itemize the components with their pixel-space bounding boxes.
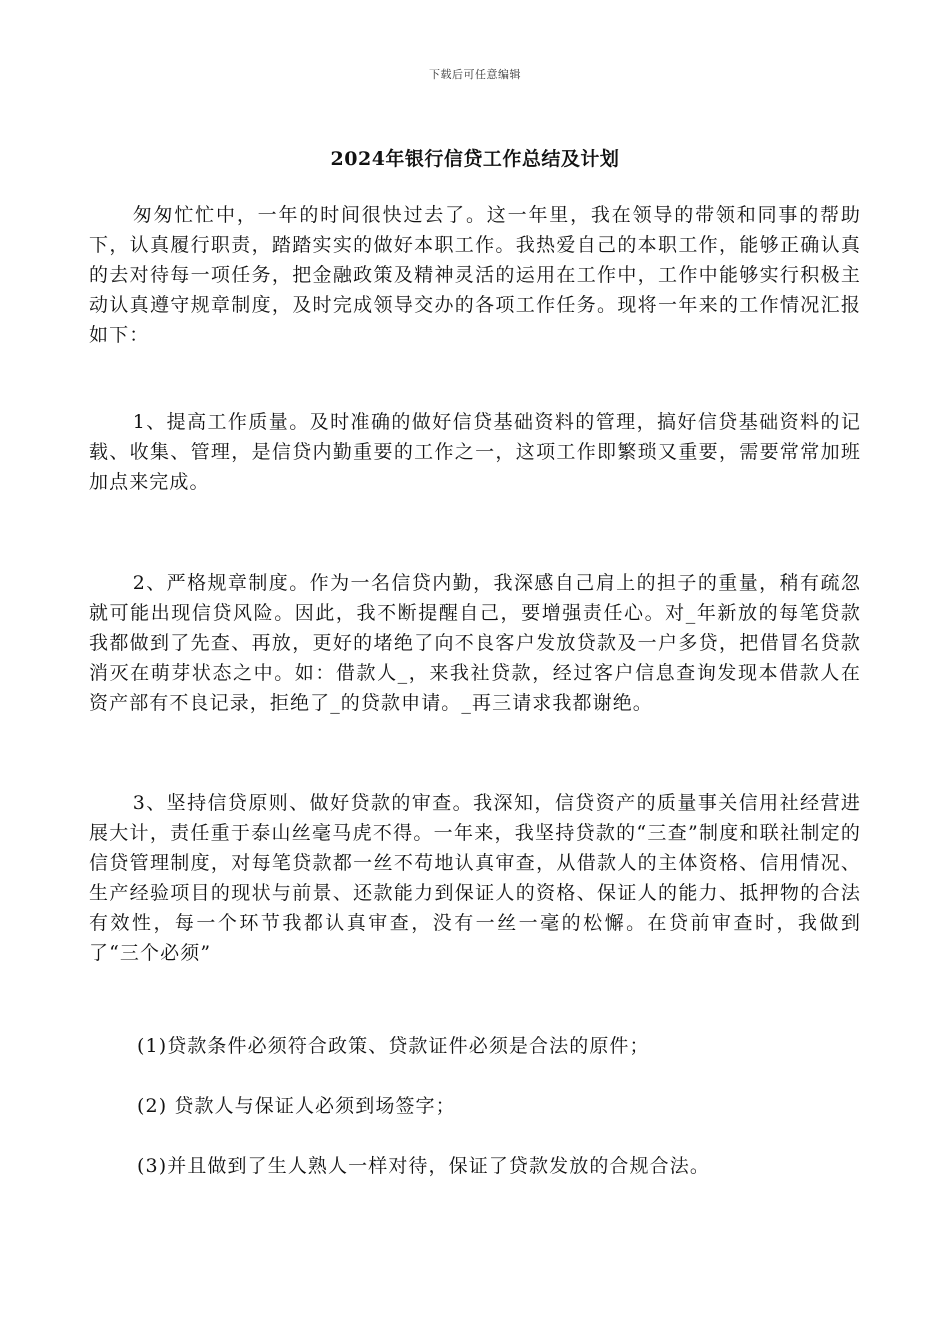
paragraph-item-2: 2、严格规章制度。作为一名信贷内勤，我深感自己肩上的担子的重量，稍有疏忽就可能出现信贷风险。因此，我不断提醒自己，要增强责任心。对_年新放的每笔贷款我都做到了先查、再放，更好的堵绝了向不良客户发放贷款及一户多贷，把借冒名贷款消灭在萌芽状态之中。如：借款人_，来我社贷款，经过客户信息查询发现本借款人在资产部有不良记录，拒绝了_的贷款申请。_再三请求我都谢绝。 bbox=[89, 572, 861, 714]
document-title: 2024年银行信贷工作总结及计划 bbox=[330, 148, 620, 170]
list-item-1: (1)贷款条件必须符合政策、贷款证件必须是合法的原件； bbox=[137, 1035, 650, 1057]
paragraph-intro: 匆匆忙忙中，一年的时间很快过去了。这一年里，我在领导的带领和同事的帮助下，认真履行职责，踏踏实实的做好本职工作。我热爱自己的本职工作，能够正确认真的去对待每一项任务，把金融政策及精神灵活的运用在工作中，工作中能够实行积极主动认真遵守规章制度，及时完成领导交办的各项工作任务。现将一年来的工作情况汇报如下： bbox=[89, 204, 861, 346]
paragraph-item-1: 1、提高工作质量。及时准确的做好信贷基础资料的管理，搞好信贷基础资料的记载、收集、管理，是信贷内勤重要的工作之一，这项工作即繁琐又重要，需要常常加班加点来完成。 bbox=[89, 411, 861, 493]
list-item-2: (2) 贷款人与保证人必须到场签字； bbox=[137, 1095, 456, 1117]
header-note: 下载后可任意编辑 bbox=[429, 68, 521, 81]
paragraph-item-3: 3、坚持信贷原则、做好贷款的审查。我深知，信贷资产的质量事关信用社经营进展大计，责任重于泰山丝毫马虎不得。一年来，我坚持贷款的“三查”制度和联社制定的信贷管理制度，对每笔贷款都一丝不苟地认真审查，从借款人的主体资格、信用情况、生产经验项目的现状与前景、还款能力到保证人的资格、保证人的能力、抵押物的合法有效性，每一个环节我都认真审查，没有一丝一毫的松懈。在贷前审查时，我做到了“三个必须” bbox=[89, 792, 861, 964]
list-item-3: (3)并且做到了生人熟人一样对待，保证了贷款发放的合规合法。 bbox=[137, 1155, 710, 1177]
